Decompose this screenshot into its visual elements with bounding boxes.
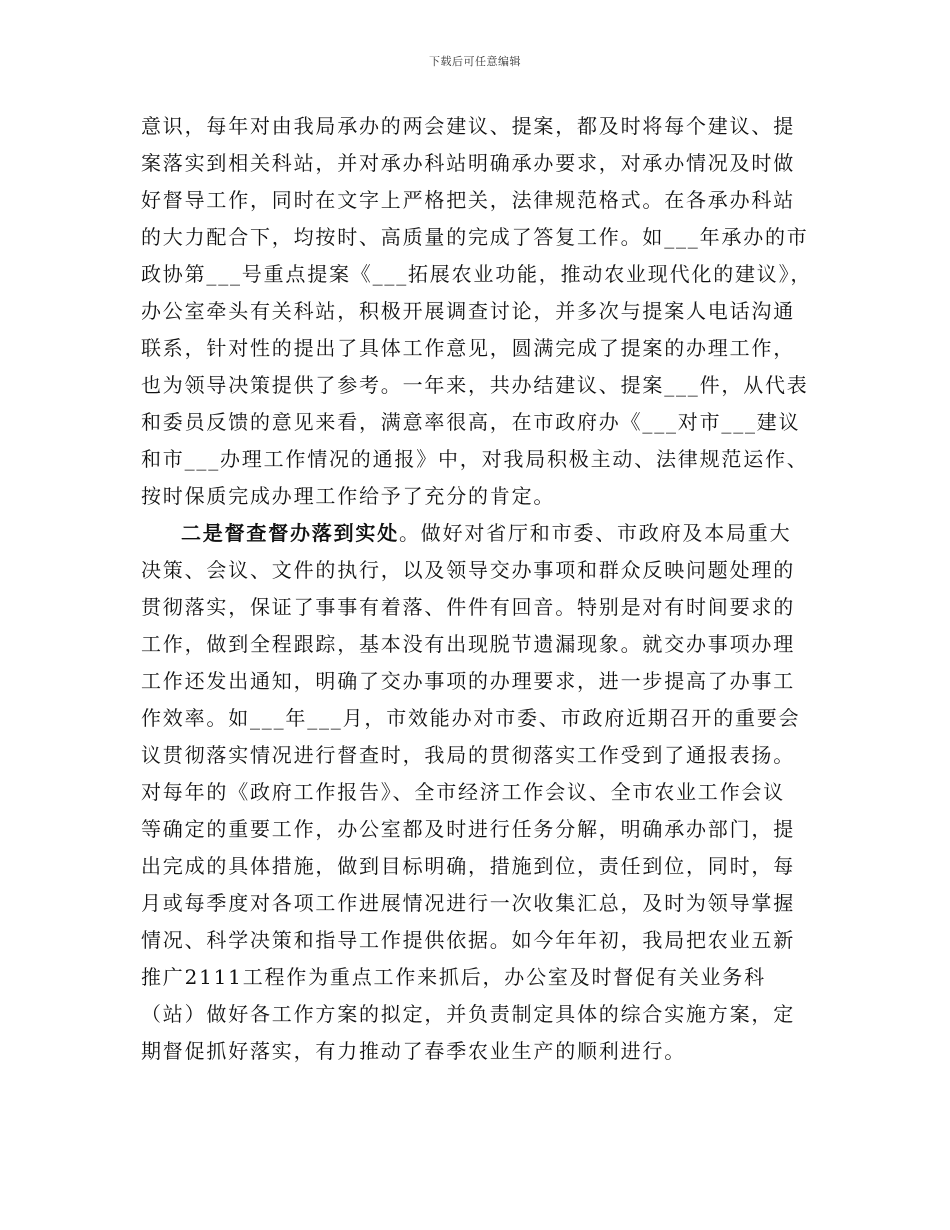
text-line: 的大力配合下，均按时、高质量的完成了答复工作。如___年承办的市 [141, 225, 809, 249]
page-header: 下载后可任意编辑 [429, 55, 521, 68]
paragraph-2 [141, 515, 813, 1070]
text-line: 等确定的重要工作，办公室都及时进行任务分解，明确承办部门，提 [141, 817, 795, 841]
text-line: 案落实到相关科站，并对承办科站明确承办要求，对承办情况及时做 [141, 151, 795, 175]
text-line: 决策、会议、文件的执行，以及领导交办事项和群众反映问题处理的 [141, 558, 795, 582]
text-line: 作效率。如___年___月，市效能办对市委、市政府近期召开的重要会 [141, 706, 801, 730]
text-line: 好督导工作，同时在文字上严格把关，法律规范格式。在各承办科站 [141, 188, 795, 212]
text-line: 出完成的具体措施，做到目标明确，措施到位，责任到位，同时，每 [141, 854, 795, 878]
text-line: （站）做好各工作方案的拟定，并负责制定具体的综合实施方案，定 [141, 1002, 795, 1026]
text-line: 贯彻落实，保证了事事有着落、件件有回音。特别是对有时间要求的 [141, 595, 795, 619]
text-line: 对每年的《政府工作报告》、全市经济工作会议、全市农业工作会议 [141, 780, 785, 804]
text-line: 议贯彻落实情况进行督查时，我局的贯彻落实工作受到了通报表扬。 [141, 743, 795, 767]
text-line: 工作，做到全程跟踪，基本没有出现脱节遗漏现象。就交办事项办理 [141, 632, 795, 656]
paragraph-1 [141, 108, 813, 515]
text-line: 按时保质完成办理工作给予了充分的肯定。 [141, 484, 556, 508]
text-line: 推广2111工程作为重点工作来抓后，办公室及时督促有关业务科 [141, 965, 766, 989]
text-line: 工作还发出通知，明确了交办事项的办理要求，进一步提高了办事工 [141, 669, 795, 693]
text-line: 意识，每年对由我局承办的两会建议、提案，都及时将每个建议、提 [141, 114, 795, 138]
text-line: 月或每季度对各项工作进展情况进行一次收集汇总，及时为领导掌握 [141, 891, 795, 915]
text-line: 和市___办理工作情况的通报》中，对我局积极主动、法律规范运作、 [141, 447, 809, 471]
text-line: 办公室牵头有关科站，积极开展调查讨论，并多次与提案人电话沟通 [141, 299, 795, 323]
text-line: 也为领导决策提供了参考。一年来，共办结建议、提案___件，从代表 [141, 373, 809, 397]
paragraph-first-line [141, 515, 813, 552]
text-line: 联系，针对性的提出了具体工作意见，圆满完成了提案的办理工作， [141, 336, 795, 360]
text-line-rest: 。做好对省厅和市委、市政府及本局重大 [399, 521, 792, 545]
text-line: 情况、科学决策和指导工作提供依据。如今年年初，我局把农业五新 [141, 928, 795, 952]
text-line: 和委员反馈的意见来看，满意率很高，在市政府办《___对市___建议 [141, 410, 801, 434]
text-line: 期督促抓好落实，有力推动了春季农业生产的顺利进行。 [141, 1039, 686, 1063]
section-heading: 二是督查督办落到实处 [181, 521, 399, 545]
text-line: 政协第___号重点提案《___拓展农业功能，推动农业现代化的建议》， [141, 262, 813, 286]
document-body [141, 108, 813, 1070]
